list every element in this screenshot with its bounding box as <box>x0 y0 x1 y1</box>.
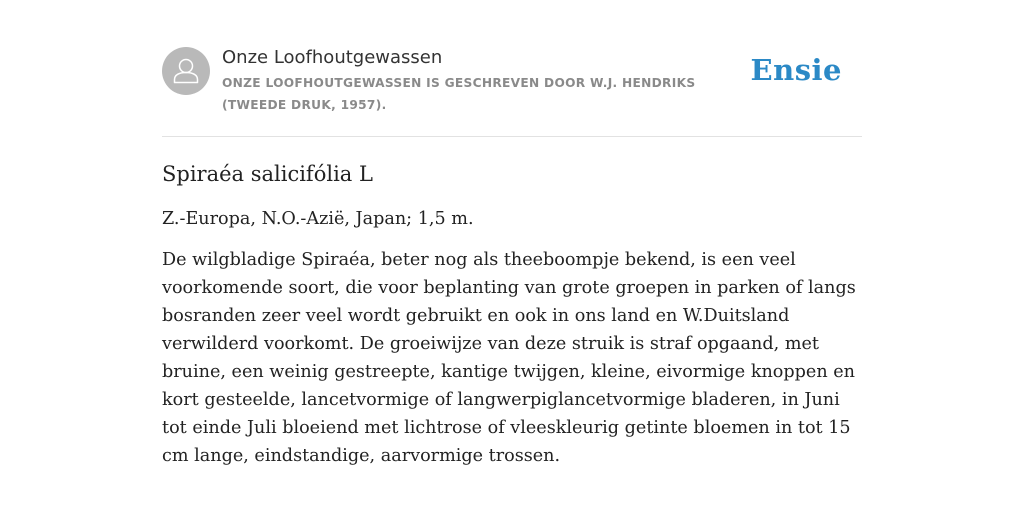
user-avatar-icon <box>162 47 210 95</box>
article-distribution: Z.-Europa, N.O.-Azië, Japan; 1,5 m. <box>162 209 474 229</box>
article-body: De wilgbladige Spiraéa, beter nog als theeboompje bekend, is een veel voorkomende soort, die voor beplanting van grote groepen in parken of langs bosranden zeer veel wordt gebruikt en ook in ons land en W.Duitsland verwilderd voorkomt. De groeiwijze van deze struik is straf opgaand, met bruine, een weinig gestreepte, kantige twijgen, kleine, eivormige knoppen en kort gesteelde, lancetvormige of langwerpiglancetvormige bladeren, in Juni tot einde Juli bloeiend met lichtrose of vleeskleurig getinte bloemen in tot 15 cm lange, eindstandige, aarvormige trossen. <box>162 250 856 466</box>
article-heading: Spiraéa salicifólia L <box>162 162 373 186</box>
source-title[interactable]: Onze Loofhoutgewassen <box>222 47 443 68</box>
source-header <box>162 44 862 137</box>
brand-logo[interactable]: Ensie <box>750 53 842 87</box>
source-description: ONZE LOOFHOUTGEWASSEN IS GESCHREVEN DOOR W.J. HENDRIKS (TWEEDE DRUK, 1957). <box>222 76 696 112</box>
article <box>162 158 872 470</box>
